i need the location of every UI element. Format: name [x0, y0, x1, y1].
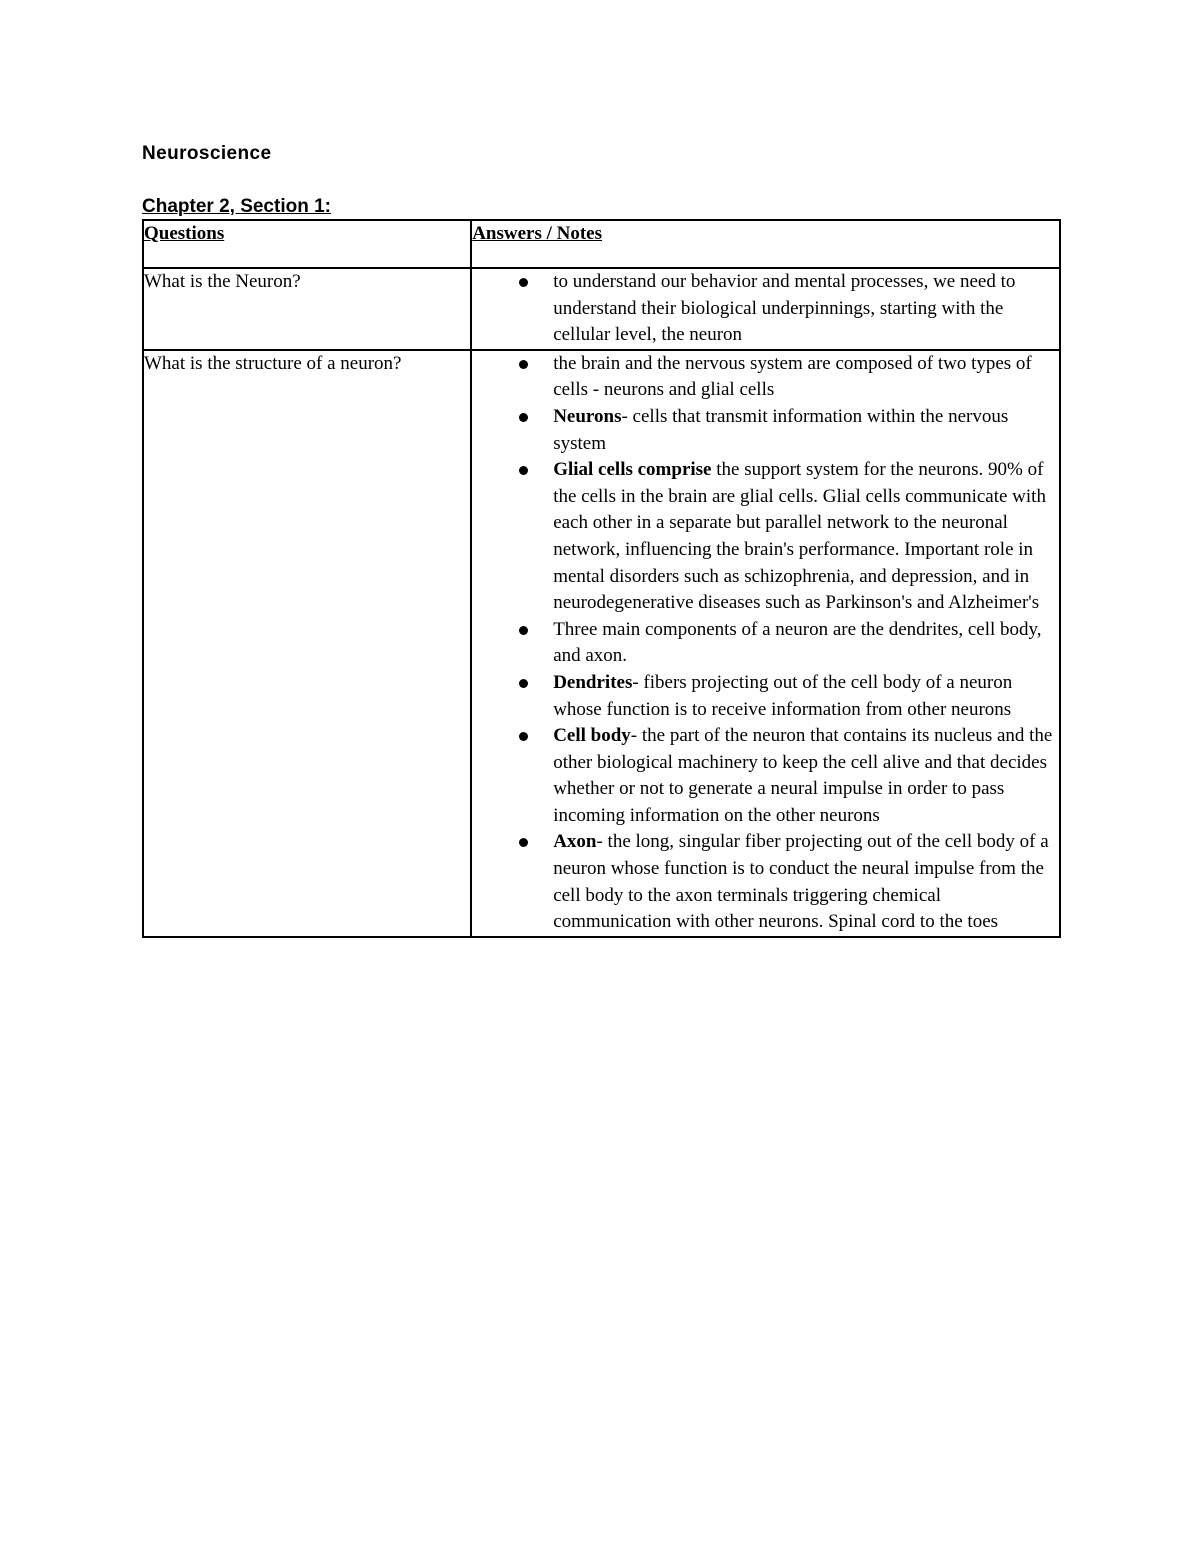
bullet-icon [519, 466, 528, 475]
answer-text: the brain and the nervous system are composed of two types of cells - neurons and glial cells [553, 352, 1032, 401]
list-item [553, 351, 1059, 404]
answer-text: - the part of the neuron that contains its nucleus and the other biological machinery to keep the cell alive and that decides whether or not to generate a neural impulse in order to pass incoming information on the other neurons [553, 725, 1053, 826]
bullet-icon [519, 838, 528, 847]
list-item [553, 457, 1059, 617]
answer-term: Neurons [553, 405, 622, 427]
answer-list [472, 351, 1059, 936]
answer-term: Axon [553, 831, 597, 853]
notes-table [142, 219, 1061, 938]
answer-text: to understand our behavior and mental processes, we need to understand their biological underpinnings, starting with the cellular level, the neuron [553, 271, 1016, 346]
table-header-row [143, 220, 1060, 268]
bullet-icon [519, 413, 528, 422]
bullet-icon [519, 679, 528, 688]
answer-text: - fibers projecting out of the cell body of a neuron whose function is to receive information from other neurons [553, 671, 1013, 720]
list-item [553, 404, 1059, 457]
bullet-icon [519, 278, 528, 287]
answer-list [472, 269, 1059, 349]
answers-header: Answers / Notes [471, 220, 1060, 268]
answer-cell [471, 350, 1060, 937]
question-cell: What is the Neuron? [143, 268, 471, 350]
bullet-icon [519, 360, 528, 369]
bullet-icon [519, 626, 528, 635]
table-row [143, 268, 1060, 350]
list-item [553, 829, 1059, 935]
list-item [553, 269, 1059, 349]
answer-cell [471, 268, 1060, 350]
answer-term: Glial cells comprise [553, 459, 712, 481]
table-row [143, 350, 1060, 937]
section-title: Chapter 2, Section 1: [142, 196, 331, 217]
answer-text: - the long, singular fiber projecting out of the cell body of a neuron whose function is to conduct the neural impulse from the cell body to the axon terminals triggering chemical communication with other neurons. Spinal cord to the toes [553, 831, 1049, 933]
list-item [553, 723, 1059, 829]
answer-term: Cell body [553, 725, 631, 747]
question-cell: What is the structure of a neuron? [143, 350, 471, 937]
bullet-icon [519, 732, 528, 741]
questions-header: Questions [143, 220, 471, 268]
answer-term: Dendrites [553, 671, 633, 693]
answer-text: Three main components of a neuron are the dendrites, cell body, and axon. [553, 618, 1042, 667]
list-item [553, 617, 1059, 670]
list-item [553, 670, 1059, 723]
page-title: Neuroscience [142, 143, 272, 164]
answer-text: the support system for the neurons. 90% of the cells in the brain are glial cells. Glial cells communicate with each other in a separate but parallel network to the neuronal network, influencing the brain's performance. Important role in mental disorders such as schizophrenia, and depression, and in neurodegenerative diseases such as Parkinson's and Alzheimer's [553, 459, 1046, 614]
answer-text: - cells that transmit information within the nervous system [553, 405, 1009, 454]
